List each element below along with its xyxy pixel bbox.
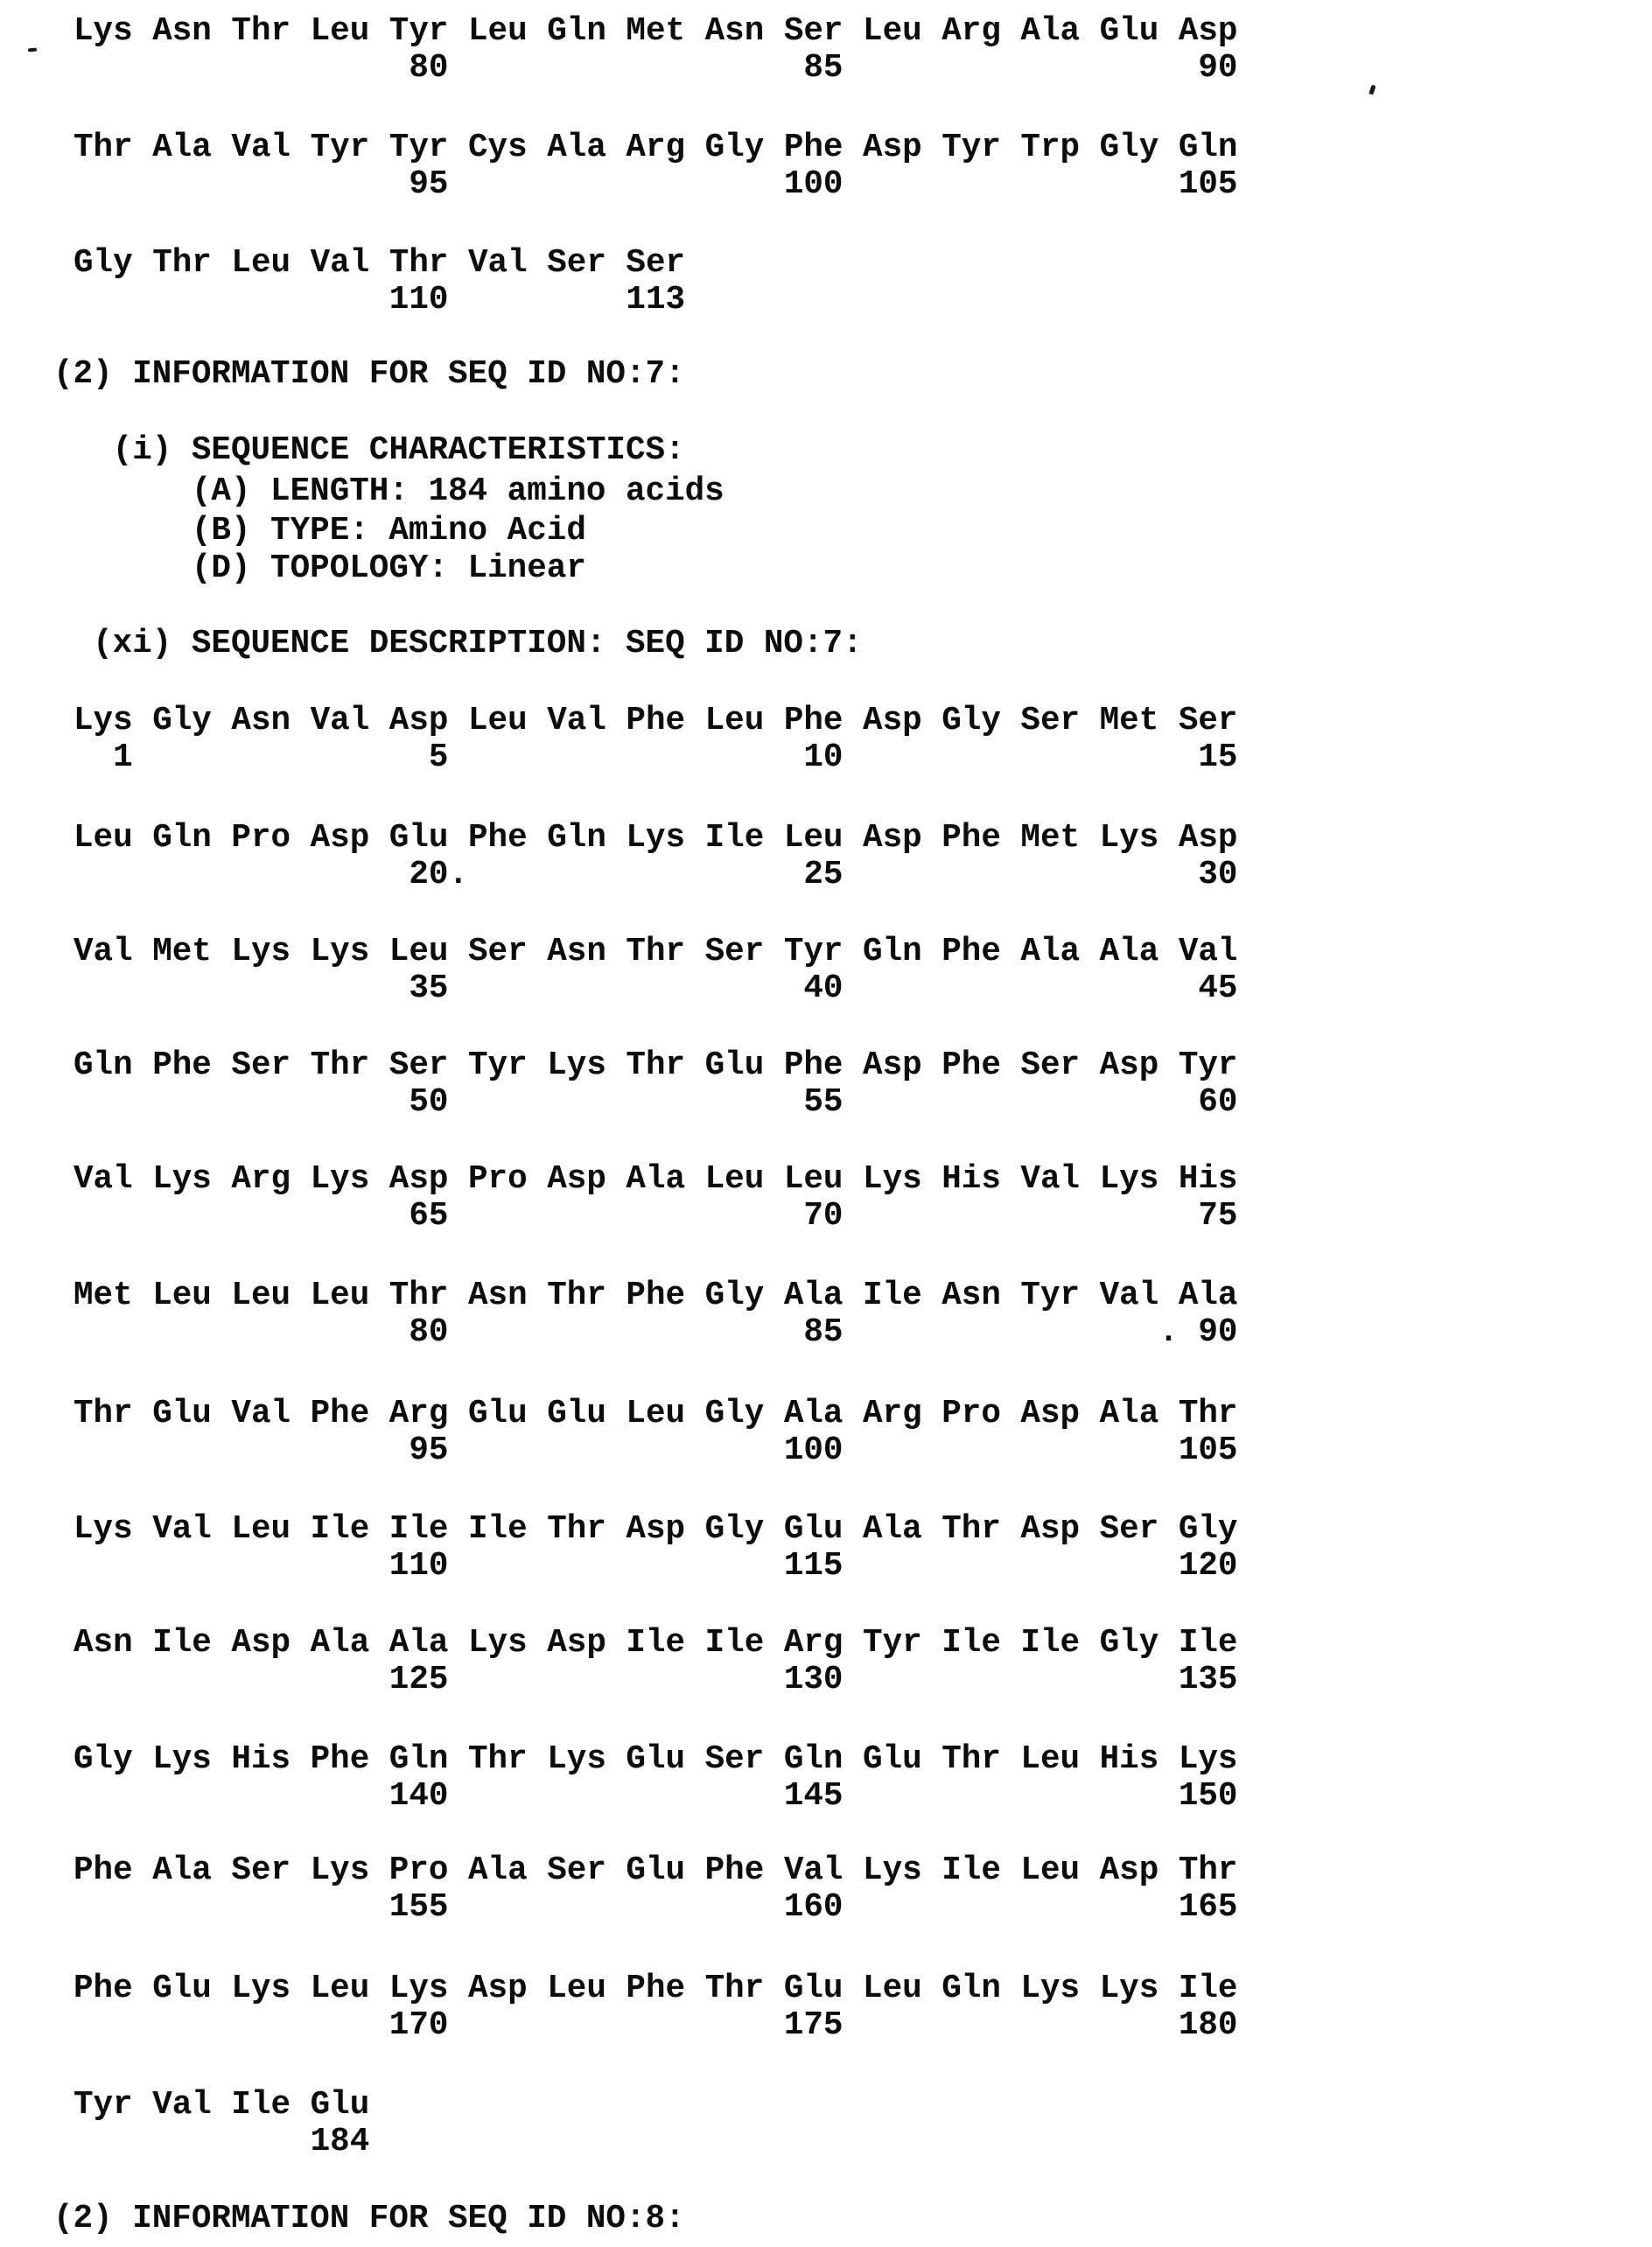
scan-artifact-comma-mark: [1368, 84, 1376, 94]
sequence-position-numbers: 110 115 120: [74, 1548, 1238, 1585]
sequence-position-numbers: 184: [74, 2124, 370, 2160]
sequence-position-numbers: 65 70 75: [74, 1198, 1238, 1235]
sequence-topology-line: (D) TOPOLOGY: Linear: [53, 550, 586, 587]
sequence-position-numbers: 35 40 45: [74, 970, 1238, 1007]
sequence-residues-row: Val Met Lys Lys Leu Ser Asn Thr Ser Tyr Gln Phe Ala Ala Val: [74, 934, 1238, 970]
sequence-residues-row: Thr Ala Val Tyr Tyr Cys Ala Arg Gly Phe Asp Tyr Trp Gly Gln: [74, 130, 1238, 166]
sequence-residues-row: Lys Val Leu Ile Ile Ile Thr Asp Gly Glu Ala Thr Asp Ser Gly: [74, 1511, 1238, 1548]
sequence-residues-row: Gly Lys His Phe Gln Thr Lys Glu Ser Gln Glu Thr Leu His Lys: [74, 1741, 1238, 1778]
sequence-residues-row: Phe Ala Ser Lys Pro Ala Ser Glu Phe Val Lys Ile Leu Asp Thr: [74, 1852, 1238, 1889]
seq8-information-header: (2) INFORMATION FOR SEQ ID NO:8:: [53, 2201, 685, 2237]
sequence-position-numbers: 80 85 90: [74, 50, 1238, 87]
sequence-residues-row: Leu Gln Pro Asp Glu Phe Gln Lys Ile Leu Asp Phe Met Lys Asp: [74, 820, 1238, 857]
sequence-position-numbers: 95 100 105: [74, 1432, 1238, 1469]
sequence-length-line: (A) LENGTH: 184 amino acids: [53, 473, 724, 510]
sequence-residues-row: Asn Ile Asp Ala Ala Lys Asp Ile Ile Arg Tyr Ile Ile Gly Ile: [74, 1625, 1238, 1662]
sequence-position-numbers: 1 5 10 15: [74, 739, 1238, 776]
sequence-position-numbers: 50 55 60: [74, 1084, 1238, 1121]
sequence-position-numbers: 20. 25 30: [74, 857, 1238, 893]
sequence-residues-row: Lys Asn Thr Leu Tyr Leu Gln Met Asn Ser Leu Arg Ala Glu Asp: [74, 13, 1238, 50]
sequence-residues-row: Gln Phe Ser Thr Ser Tyr Lys Thr Glu Phe Asp Phe Ser Asp Tyr: [74, 1047, 1238, 1084]
sequence-position-numbers: 80 85 . 90: [74, 1314, 1238, 1351]
sequence-residues-row: Met Leu Leu Leu Thr Asn Thr Phe Gly Ala Ile Asn Tyr Val Ala: [74, 1278, 1238, 1314]
sequence-type-line: (B) TYPE: Amino Acid: [53, 513, 586, 550]
sequence-position-numbers: 170 175 180: [74, 2007, 1238, 2044]
sequence-residues-row: Val Lys Arg Lys Asp Pro Asp Ala Leu Leu Lys His Val Lys His: [74, 1161, 1238, 1198]
sequence-position-numbers: 140 145 150: [74, 1778, 1238, 1815]
sequence-characteristics-heading: (i) SEQUENCE CHARACTERISTICS:: [53, 432, 685, 469]
sequence-residues-row: Gly Thr Leu Val Thr Val Ser Ser: [74, 245, 686, 282]
sequence-residues-row: Phe Glu Lys Leu Lys Asp Leu Phe Thr Glu Leu Gln Lys Lys Ile: [74, 1970, 1238, 2007]
seq7-information-header: (2) INFORMATION FOR SEQ ID NO:7:: [53, 356, 685, 393]
sequence-position-numbers: 95 100 105: [74, 166, 1238, 203]
sequence-residues-row: Thr Glu Val Phe Arg Glu Glu Leu Gly Ala Arg Pro Asp Ala Thr: [74, 1396, 1238, 1432]
sequence-position-numbers: 125 130 135: [74, 1662, 1238, 1698]
sequence-residues-row: Tyr Val Ile Glu: [74, 2087, 370, 2124]
sequence-residues-row: Lys Gly Asn Val Asp Leu Val Phe Leu Phe Asp Gly Ser Met Ser: [74, 703, 1238, 739]
sequence-position-numbers: 110 113: [74, 282, 686, 318]
sequence-description-heading: (xi) SEQUENCE DESCRIPTION: SEQ ID NO:7:: [53, 626, 863, 662]
sequence-position-numbers: 155 160 165: [74, 1889, 1238, 1926]
scan-artifact-dash-mark: [28, 48, 37, 52]
